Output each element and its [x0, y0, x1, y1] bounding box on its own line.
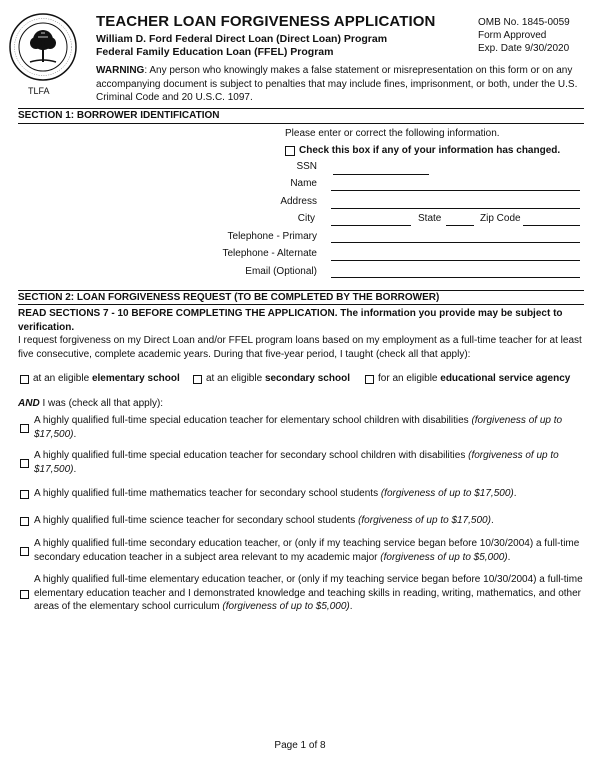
omb-number: OMB No. 1845-0059	[478, 17, 570, 28]
form-title: TEACHER LOAN FORGIVENESS APPLICATION	[96, 13, 436, 30]
secondary-school-checkbox[interactable]	[193, 375, 202, 384]
address-field[interactable]	[331, 208, 580, 209]
option-text: A highly qualified full-time special education teacher for secondary school children with disabilities	[34, 450, 469, 461]
page-number: Page 1 of 8	[274, 740, 326, 751]
option-amount: (forgiveness of up to $17,500)	[34, 450, 559, 475]
and-text: I was (check all that apply):	[39, 398, 164, 409]
option-amount: (forgiveness of up to $17,500)	[34, 415, 563, 440]
school-type-prefix: for an eligible	[378, 373, 441, 384]
name-field[interactable]	[331, 190, 580, 191]
section-divider	[18, 108, 584, 109]
program-line-direct-loan: William D. Ford Federal Direct Loan (Direct Loan) Program	[96, 33, 388, 45]
school-type-prefix: at an eligible	[33, 373, 92, 384]
section1-heading: SECTION 1: BORROWER IDENTIFICATION	[18, 110, 220, 121]
teacher-option	[34, 449, 584, 476]
warning-notice	[96, 64, 584, 105]
school-type-name: educational service agency	[440, 373, 571, 384]
teacher-option	[34, 414, 584, 441]
option-text: A highly qualified full-time special education teacher for elementary school children with disabilities	[34, 415, 472, 426]
forgiveness-request-text: I request forgiveness on my Direct Loan and/or FFEL program loans based on my employment as a full-time teacher for at least five consecutive, complete academic years. During that five-year period, I taught (check all that apply):	[18, 335, 582, 360]
school-type-prefix: at an eligible	[206, 373, 265, 384]
teacher-option	[34, 487, 584, 501]
phone-primary-label: Telephone - Primary	[227, 231, 317, 242]
read-instructions: READ SECTIONS 7 - 10 BEFORE COMPLETING THE APPLICATION. The information you provide may be subject to verification.	[18, 308, 563, 333]
teacher-option	[34, 514, 584, 528]
option-end: .	[349, 601, 353, 612]
teacher-option	[34, 573, 584, 614]
section2-heading: SECTION 2: LOAN FORGIVENESS REQUEST (TO BE COMPLETED BY THE BORROWER)	[18, 292, 440, 303]
school-type-name: elementary school	[91, 373, 180, 384]
option-text: A highly qualified full-time secondary education teacher, or (only if my teaching service began before 10/30/2004) a full-time secondary education teacher in a subject area relevant to my academic major	[34, 538, 580, 563]
and-statement	[18, 398, 163, 409]
state-label: State	[418, 213, 442, 224]
option-end: .	[513, 488, 517, 499]
address-label: Address	[280, 196, 317, 207]
option-end: .	[73, 428, 77, 440]
form-code: TLFA	[28, 86, 50, 96]
option-checkbox[interactable]	[20, 459, 29, 468]
warning-text: : Any person who knowingly makes a false statement or misrepresentation on this form or on any accompanying document is subject to penalties that may include fines, imprisonment, or both, under the U.S. Criminal Code and 20 U.S.C. 1097.	[96, 65, 578, 103]
service-agency-checkbox[interactable]	[365, 375, 374, 384]
zip-field[interactable]	[523, 225, 580, 226]
elementary-school-checkbox[interactable]	[20, 375, 29, 384]
option-text: A highly qualified full-time elementary education teacher, or (only if my teaching service began before 10/30/2004) a full-time elementary education teacher and I demonstrated knowledge and teaching skills in reading, writing, mathematics, and other areas of the elementary school curriculum	[34, 574, 583, 612]
info-changed-label: Check this box if any of your information has changed.	[299, 145, 561, 156]
phone-alternate-label: Telephone - Alternate	[222, 248, 317, 259]
email-field[interactable]	[331, 277, 580, 278]
secondary-school-label	[206, 373, 350, 384]
zip-label: Zip Code	[480, 213, 521, 224]
info-changed-checkbox[interactable]	[285, 146, 295, 156]
section-divider	[18, 123, 584, 124]
option-text: A highly qualified full-time science teacher for secondary school students	[34, 515, 359, 526]
option-checkbox[interactable]	[20, 590, 29, 599]
expiration-date: Exp. Date 9/30/2020	[478, 43, 570, 54]
section-divider	[18, 290, 584, 291]
city-label: City	[297, 213, 315, 224]
phone-alternate-field[interactable]	[331, 260, 580, 261]
department-of-education-seal	[8, 12, 78, 82]
form-approved: Form Approved	[478, 30, 547, 41]
option-amount: (forgiveness of up to $5,000)	[380, 551, 508, 563]
option-amount: (forgiveness of up to $17,500)	[358, 515, 491, 526]
name-label: Name	[290, 178, 317, 189]
teacher-option	[34, 537, 584, 564]
school-type-name: secondary school	[264, 373, 350, 384]
state-field[interactable]	[446, 225, 474, 226]
city-field[interactable]	[331, 225, 411, 226]
ssn-label: SSN	[296, 161, 317, 172]
option-end: .	[507, 551, 511, 563]
option-amount: (forgiveness of up to $5,000)	[222, 601, 350, 612]
email-label: Email (Optional)	[245, 266, 317, 277]
option-checkbox[interactable]	[20, 490, 29, 499]
program-line-ffel: Federal Family Education Loan (FFEL) Program	[96, 46, 334, 58]
option-amount: (forgiveness of up to $17,500)	[380, 488, 514, 499]
option-checkbox[interactable]	[20, 547, 29, 556]
section-divider	[18, 304, 584, 305]
option-end: .	[73, 463, 77, 475]
option-text: A highly qualified full-time mathematics teacher for secondary school students	[34, 488, 381, 499]
section1-instruction: Please enter or correct the following information.	[285, 128, 500, 139]
option-end: .	[490, 515, 494, 526]
service-agency-label	[378, 373, 570, 384]
phone-primary-field[interactable]	[331, 242, 580, 243]
option-checkbox[interactable]	[20, 424, 29, 433]
ssn-field[interactable]	[333, 174, 429, 175]
option-checkbox[interactable]	[20, 517, 29, 526]
warning-label: WARNING	[96, 65, 145, 76]
elementary-school-label	[33, 373, 180, 384]
and-label: AND	[18, 398, 40, 409]
